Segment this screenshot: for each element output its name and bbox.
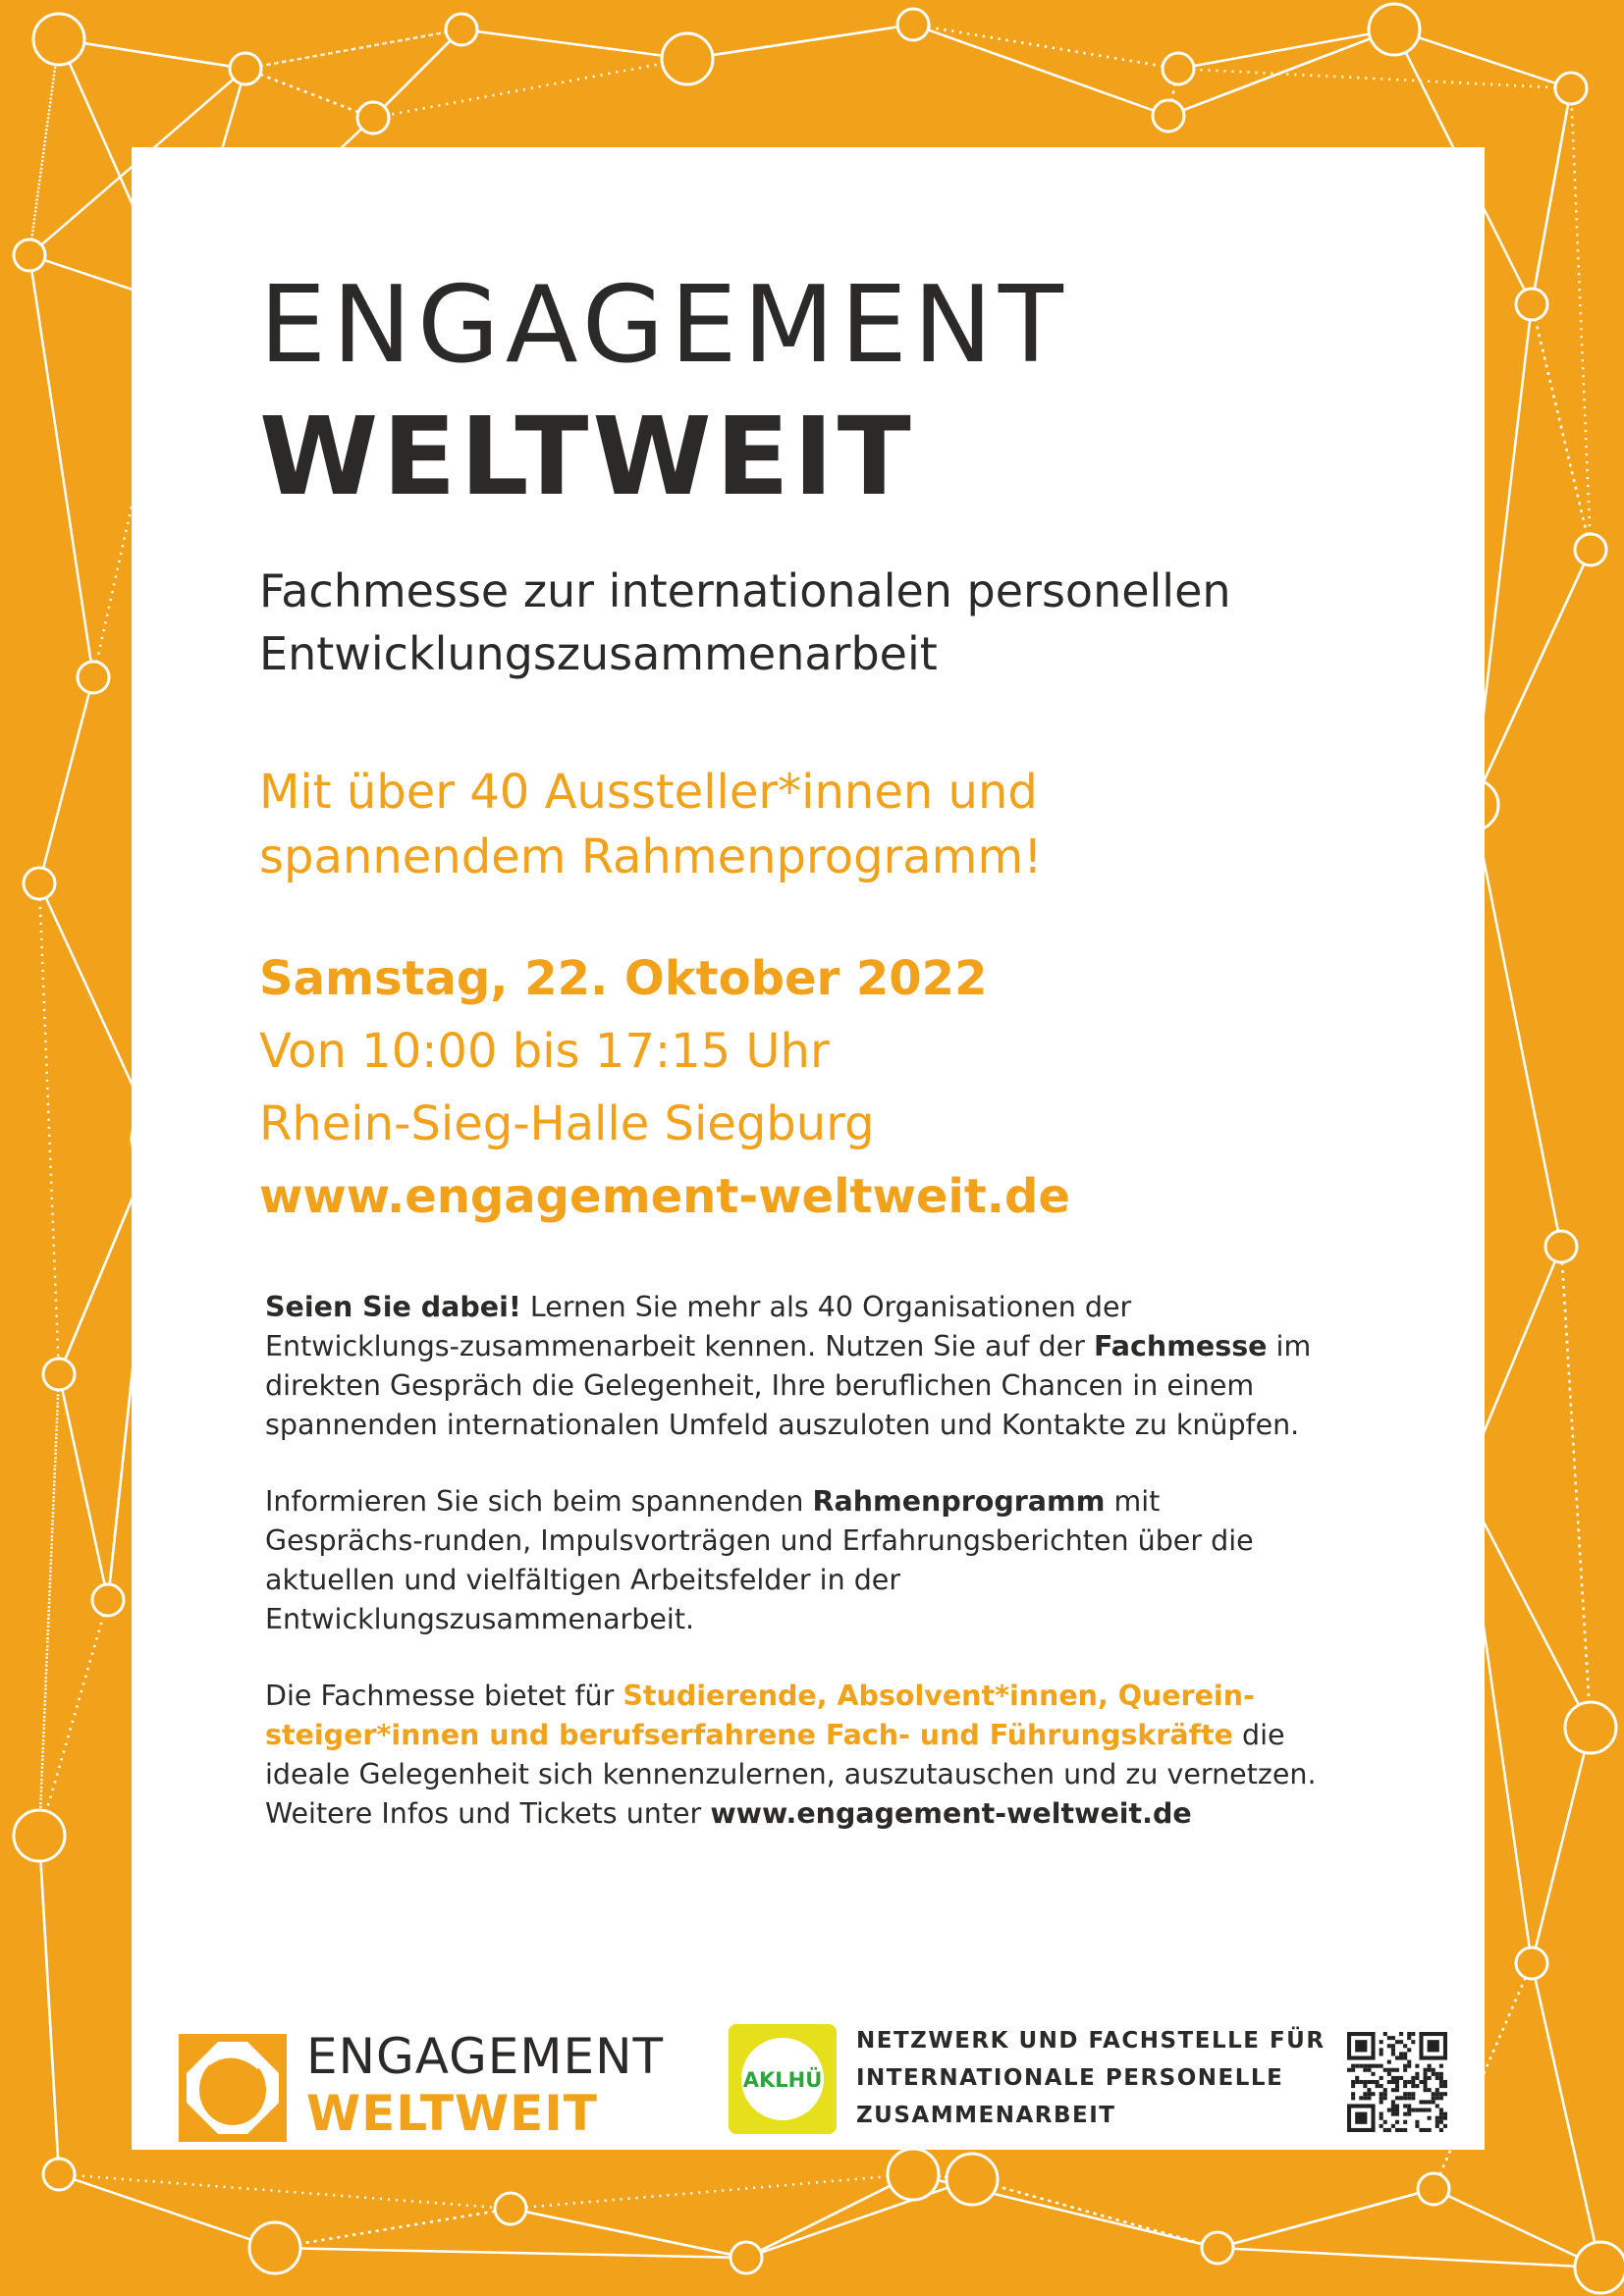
network-line — [746, 2179, 972, 2258]
event-time: Von 10:00 bis 17:15 Uhr — [259, 1024, 830, 1079]
tagline-line-2: spannendem Rahmenprogramm! — [259, 829, 1043, 884]
network-node — [24, 868, 55, 899]
network-line — [39, 883, 59, 1374]
network-node — [947, 2154, 998, 2205]
network-line — [39, 1836, 59, 2174]
network-line — [1532, 1728, 1591, 1963]
network-line — [687, 25, 913, 59]
network-line — [59, 39, 245, 69]
tagline-line-1: Mit über 40 Aussteller*innen und — [259, 765, 1038, 820]
network-line — [59, 1374, 108, 1600]
network-node — [888, 2149, 939, 2200]
network-line — [39, 1600, 108, 1836]
network-node — [1545, 1231, 1577, 1262]
network-node — [446, 14, 477, 45]
network-line — [913, 25, 1178, 69]
subtitle-line-1: Fachmesse zur internationalen personellen — [259, 564, 1231, 617]
network-line — [245, 69, 373, 118]
network-line — [1473, 550, 1591, 805]
network-node — [1516, 1948, 1547, 1979]
network-node — [78, 662, 109, 693]
network-line — [275, 2248, 746, 2258]
network-node — [1369, 4, 1420, 55]
tickets-url-link[interactable]: www.engagement-weltweit.de — [710, 1797, 1192, 1830]
lead-text: Seien Sie dabei! — [265, 1291, 521, 1323]
network-line — [1168, 29, 1394, 116]
network-node — [1516, 289, 1547, 320]
network-node — [357, 102, 389, 133]
network-line — [1561, 1247, 1591, 1728]
network-node — [1163, 53, 1194, 84]
paragraph-program: Informieren Sie sich beim spannenden Rahmenprogramm mit Gesprächs-runden, Impulsvorträgen und Erfahrungsberichten über die aktuellen und vielfältigen Arbeitsfelder in der Entwicklungszusammenarbeit. — [265, 1485, 1254, 1635]
network-line — [1473, 805, 1561, 1247]
network-line — [1218, 2189, 1434, 2248]
network-line — [1434, 2189, 1600, 2268]
engagement-weltweit-logo-icon — [179, 2034, 287, 2142]
network-node — [1202, 2232, 1233, 2264]
network-line — [275, 2209, 511, 2248]
network-node — [92, 1584, 124, 1616]
network-line — [1532, 304, 1591, 550]
tagline — [259, 760, 1388, 889]
body-text — [265, 1288, 1326, 1871]
subtitle-line-2: Entwicklungszusammenarbeit — [259, 627, 938, 680]
network-line — [39, 1600, 108, 1836]
network-line — [511, 2209, 746, 2258]
content-panel — [132, 147, 1485, 2150]
network-line — [461, 29, 687, 59]
event-url-link[interactable]: www.engagement-weltweit.de — [259, 1169, 1070, 1224]
aklhue-logo-icon — [729, 2024, 837, 2134]
paragraph-audience: Die Fachmesse bietet für Studierende, Absolvent*innen, Querein-steiger*innen und berufserfahrene Fach- und Führungskräfte die ideale Gelegenheit sich kennenzulernen, auszutauschen und zu vernetzen. Weitere Infos und Tickets unter www.engagement-weltweit.de — [265, 1680, 1317, 1830]
network-line — [59, 2174, 511, 2209]
network-line — [746, 2174, 913, 2258]
footer-logo-line-1: ENGAGEMENT — [306, 2028, 665, 2085]
network-line — [1532, 88, 1571, 304]
network-line — [39, 1374, 59, 1836]
network-line — [373, 59, 687, 118]
network-line — [39, 1374, 59, 1836]
aklhue-label: AKLHÜ — [742, 2068, 823, 2092]
network-line — [245, 69, 373, 118]
network-node — [43, 2159, 75, 2190]
event-venue: Rhein-Sieg-Halle Siegburg — [259, 1096, 875, 1151]
title-line-engagement: ENGAGEMENT — [259, 264, 1069, 387]
network-line — [1218, 2248, 1600, 2268]
network-line — [1532, 1963, 1600, 2268]
network-node — [1418, 2173, 1449, 2205]
network-line — [59, 2174, 275, 2248]
network-node — [1153, 100, 1184, 132]
paragraph-intro: Seien Sie dabei! Lernen Sie mehr als 40 Organisationen der Entwicklungs-zusammenarbeit kennen. Nutzen Sie auf der Fachmesse im direkten Gespräch die Gelegenheit, Ihre beruflichen Chancen in einem spannenden internationalen Umfeld auszuloten und Kontakte zu knüpfen. — [265, 1291, 1312, 1441]
network-node — [43, 1359, 75, 1390]
network-node — [1565, 1702, 1616, 1753]
network-line — [1178, 69, 1571, 88]
network-node — [897, 9, 929, 40]
event-details — [259, 942, 1388, 1233]
network-node — [662, 33, 713, 84]
network-node — [230, 53, 261, 84]
title-line-weltweit: WELTWEIT — [259, 394, 915, 519]
subtitle — [259, 560, 1388, 685]
network-node — [1575, 534, 1606, 565]
event-date: Samstag, 22. Oktober 2022 — [259, 951, 988, 1006]
network-node — [495, 2193, 526, 2224]
network-node — [14, 1810, 65, 1861]
qr-code-icon[interactable] — [1347, 2032, 1447, 2132]
network-description: NETZWERK UND FACHSTELLE FÜR INTERNATIONALE PERSONELLE ZUSAMMENARBEIT — [856, 2028, 1326, 2128]
network-node — [1575, 2242, 1624, 2293]
footer-logo-line-2: WELTWEIT — [306, 2085, 599, 2142]
network-node — [1555, 73, 1587, 104]
audience-highlight: Studierende, Absolvent*innen, Querein-steiger*innen und berufserfahrene Fach- und Führungskräfte — [265, 1680, 1255, 1751]
network-node — [14, 240, 45, 271]
network-node — [731, 2242, 762, 2273]
network-node — [33, 14, 84, 65]
network-node — [249, 2222, 300, 2273]
footer — [132, 1993, 1485, 2142]
network-line — [29, 255, 93, 677]
network-line — [972, 2179, 1218, 2248]
